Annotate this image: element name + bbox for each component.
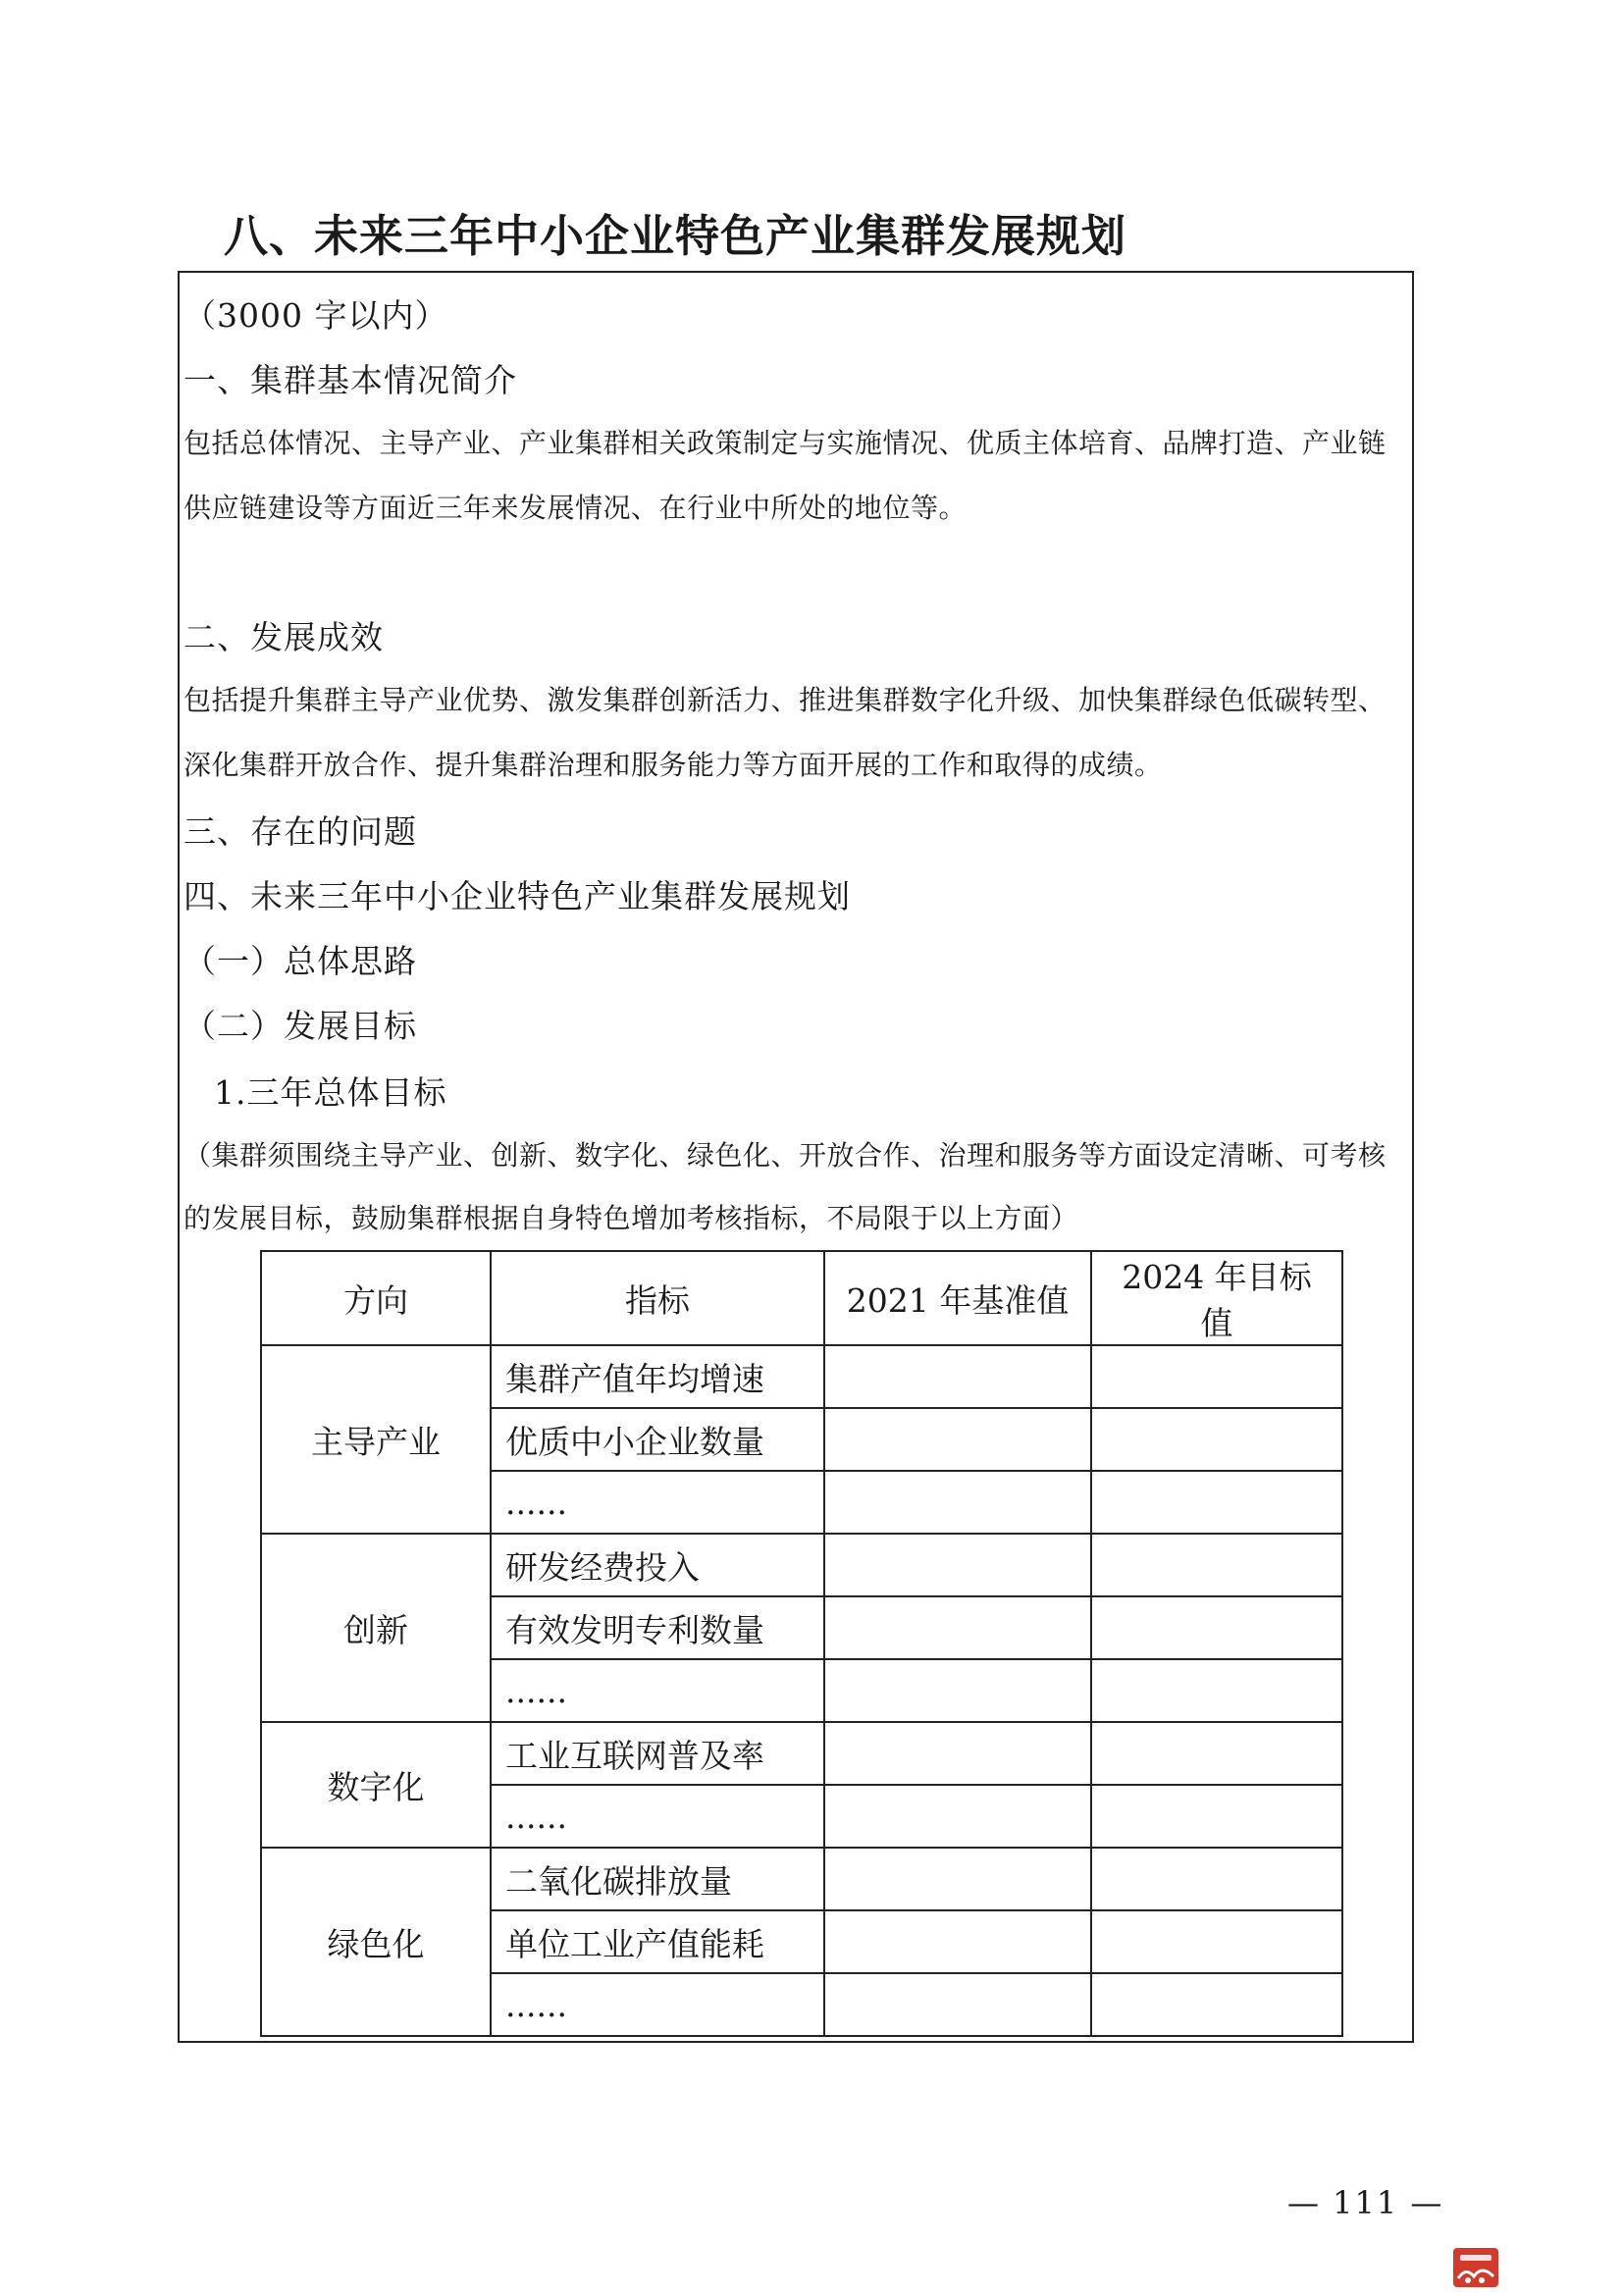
target-value-cell[interactable] <box>1091 1973 1342 2036</box>
baseline-value-cell[interactable] <box>824 1596 1091 1659</box>
baseline-value-cell[interactable] <box>824 1848 1091 1910</box>
target-value-cell[interactable] <box>1091 1910 1342 1973</box>
limit-note: （3000 字以内） <box>183 296 448 335</box>
sub2-heading: （二）发展目标 <box>183 1007 417 1045</box>
header-metric: 指标 <box>491 1251 824 1345</box>
header-direction: 方向 <box>261 1251 491 1345</box>
section3-heading: 三、存在的问题 <box>183 812 417 851</box>
metric-cell: 集群产值年均增速 <box>491 1345 824 1408</box>
baseline-value-cell[interactable] <box>824 1785 1091 1848</box>
baseline-value-cell[interactable] <box>824 1408 1091 1471</box>
target-value-cell[interactable] <box>1091 1534 1342 1596</box>
table-row <box>261 1848 1342 1910</box>
metric-cell: ...... <box>491 1659 824 1722</box>
target-value-cell[interactable] <box>1091 1659 1342 1722</box>
target-value-cell[interactable] <box>1091 1408 1342 1471</box>
target-value-cell[interactable] <box>1091 1722 1342 1785</box>
section1-desc-line1: 包括总体情况、主导产业、产业集群相关政策制定与实施情况、优质主体培育、品牌打造、产业链 <box>183 427 1387 459</box>
metric-cell: ...... <box>491 1471 824 1534</box>
group-cell-leading-industry: 主导产业 <box>261 1345 491 1534</box>
table-header-row <box>261 1251 1342 1345</box>
table-row <box>261 1534 1342 1596</box>
section2-heading: 二、发展成效 <box>183 618 384 656</box>
section1-desc-line2: 供应链建设等方面近三年来发展情况、在行业中所处的地位等。 <box>183 492 968 524</box>
page-title: 八、未来三年中小企业特色产业集群发展规划 <box>224 210 1127 262</box>
header-baseline-2021: 2021 年基准值 <box>824 1251 1091 1345</box>
page-number: — 111 — <box>1287 2184 1444 2221</box>
group-cell-digitalization: 数字化 <box>261 1722 491 1848</box>
metric-cell: 单位工业产值能耗 <box>491 1910 824 1973</box>
publisher-logo-icon <box>1452 2247 1499 2288</box>
section2-desc-line1: 包括提升集群主导产业优势、激发集群创新活力、推进集群数字化升级、加快集群绿色低碳转型、 <box>183 684 1387 716</box>
targets-table <box>260 1250 1343 2037</box>
section1-heading: 一、集群基本情况简介 <box>183 361 517 399</box>
target-value-cell[interactable] <box>1091 1596 1342 1659</box>
target-value-cell[interactable] <box>1091 1848 1342 1910</box>
metric-cell: 研发经费投入 <box>491 1534 824 1596</box>
baseline-value-cell[interactable] <box>824 1471 1091 1534</box>
baseline-value-cell[interactable] <box>824 1345 1091 1408</box>
target-value-cell[interactable] <box>1091 1471 1342 1534</box>
metric-cell: 工业互联网普及率 <box>491 1722 824 1785</box>
sub1-heading: （一）总体思路 <box>183 942 417 980</box>
target-value-cell[interactable] <box>1091 1345 1342 1408</box>
section4-heading: 四、未来三年中小企业特色产业集群发展规划 <box>183 877 851 915</box>
baseline-value-cell[interactable] <box>824 1534 1091 1596</box>
header-target-2024: 2024 年目标值 <box>1091 1251 1342 1345</box>
item1-desc-line2: 的发展目标，鼓励集群根据自身特色增加考核指标，不局限于以上方面） <box>183 1202 1079 1234</box>
metric-cell: 有效发明专利数量 <box>491 1596 824 1659</box>
group-cell-innovation: 创新 <box>261 1534 491 1722</box>
baseline-value-cell[interactable] <box>824 1973 1091 2036</box>
target-value-cell[interactable] <box>1091 1785 1342 1848</box>
item1-desc-line1: （集群须围绕主导产业、创新、数字化、绿色化、开放合作、治理和服务等方面设定清晰、可考核 <box>183 1139 1387 1172</box>
baseline-value-cell[interactable] <box>824 1659 1091 1722</box>
baseline-value-cell[interactable] <box>824 1910 1091 1973</box>
metric-cell: 二氧化碳排放量 <box>491 1848 824 1910</box>
metric-cell: ...... <box>491 1785 824 1848</box>
group-cell-green: 绿色化 <box>261 1848 491 2036</box>
baseline-value-cell[interactable] <box>824 1722 1091 1785</box>
table-row <box>261 1345 1342 1408</box>
metric-cell: ...... <box>491 1973 824 2036</box>
item1-heading: 1.三年总体目标 <box>214 1073 447 1112</box>
table-row <box>261 1722 1342 1785</box>
metric-cell: 优质中小企业数量 <box>491 1408 824 1471</box>
section2-desc-line2: 深化集群开放合作、提升集群治理和服务能力等方面开展的工作和取得的成绩。 <box>183 749 1163 781</box>
